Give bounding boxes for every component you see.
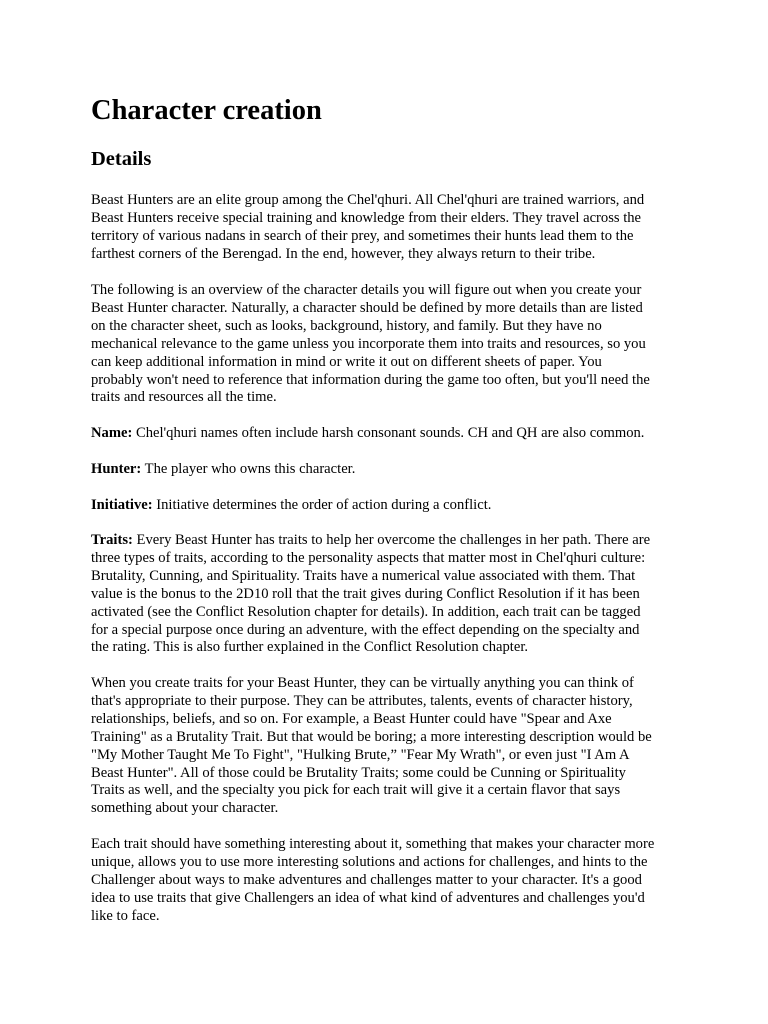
definition-text: Chel'qhuri names often include harsh consonant sounds. CH and QH are also common. xyxy=(132,425,645,441)
text-line: that's appropriate to their purpose. They can be attributes, talents, events of character history, xyxy=(91,692,633,709)
text-line: three types of traits, according to the personality aspects that matter most in Chel'qhuri culture: xyxy=(91,549,646,566)
text-line xyxy=(91,532,681,550)
paragraph-creating-traits xyxy=(91,675,681,818)
text-line: Training" as a Brutality Trait. But that would be boring; a more interesting description would be xyxy=(91,728,652,745)
text-line: value is the bonus to the 2D10 roll that the trait gives during Conflict Resolution if it has been xyxy=(91,585,640,602)
text-line: idea to use traits that give Challengers an idea of what kind of adventures and challenges you'd xyxy=(91,889,645,906)
text-line: unique, allows you to use more interesting solutions and actions for challenges, and hints to the xyxy=(91,853,648,870)
text-line: When you create traits for your Beast Hunter, they can be virtually anything you can think of xyxy=(91,675,634,691)
text-line: Traits as well, and the specialty you pick for each trait will give it a certain flavor that says xyxy=(91,782,621,799)
text-line xyxy=(91,425,681,443)
text-line xyxy=(91,461,681,479)
text-line: activated (see the Conflict Resolution chapter for details). In addition, each trait can be tagged xyxy=(91,603,641,620)
text-line: Each trait should have something interesting about it, something that makes your character more xyxy=(91,836,655,852)
text-line: The following is an overview of the character details you will figure out when you create your xyxy=(91,282,642,298)
text-line: relationships, beliefs, and so on. For example, a Beast Hunter could have "Spear and Axe xyxy=(91,710,612,727)
text-line: Challenger about ways to make adventures and challenges matter to your character. It's a good xyxy=(91,871,642,888)
text-line: Beast Hunter". All of those could be Brutality Traits; some could be Cunning or Spirituality xyxy=(91,764,626,781)
text-line: something about your character. xyxy=(91,800,279,817)
text-line: traits and resources all the time. xyxy=(91,389,277,406)
text-line: farthest corners of the Berengad. In the end, however, they always return to their tribe. xyxy=(91,245,596,262)
text-line: Beast Hunters receive special training and knowledge from their elders. They travel across the xyxy=(91,209,642,226)
text-line: Beast Hunter character. Naturally, a character should be defined by more details than are listed xyxy=(91,299,643,316)
term-traits: Traits: xyxy=(91,532,133,548)
text-line: "My Mother Taught Me To Fight", "Hulking Brute,” "Fear My Wrath", or even just "I Am A xyxy=(91,746,630,763)
definition-initiative xyxy=(91,497,681,515)
definition-text: Every Beast Hunter has traits to help her overcome the challenges in her path. There are xyxy=(132,532,651,548)
definition-traits xyxy=(91,532,681,657)
text-line: Brutality, Cunning, and Spirituality. Traits have a numerical value associated with them. That xyxy=(91,567,636,584)
term-name: Name: xyxy=(91,425,133,441)
definition-hunter xyxy=(91,461,681,479)
text-line: territory of various nadans in search of their prey, and sometimes their hunts lead them to the xyxy=(91,227,634,244)
text-line xyxy=(91,497,681,515)
definition-text: Initiative determines the order of action during a conflict. xyxy=(152,497,492,513)
page-title: Character creation xyxy=(91,95,322,126)
paragraph-intro xyxy=(91,192,681,264)
text-line: mechanical relevance to the game unless you incorporate them into traits and resources, so you xyxy=(91,335,646,352)
text-line: for a special purpose once during an adventure, with the effect depending on the specialty and xyxy=(91,621,640,638)
paragraph-interesting-traits xyxy=(91,836,681,926)
text-line: on the character sheet, such as looks, background, history, and family. But they have no xyxy=(91,317,602,334)
definition-text: The player who owns this character. xyxy=(141,461,356,477)
term-hunter: Hunter: xyxy=(91,461,142,477)
text-line: Beast Hunters are an elite group among the Chel'qhuri. All Chel'qhuri are trained warriors, and xyxy=(91,192,645,208)
section-heading-details: Details xyxy=(91,148,152,170)
definition-name xyxy=(91,425,681,443)
text-line: probably won't need to reference that information during the game too often, but you'll need the xyxy=(91,371,650,388)
term-initiative: Initiative: xyxy=(91,497,153,513)
text-line: the rating. This is also further explained in the Conflict Resolution chapter. xyxy=(91,639,529,656)
text-line: like to face. xyxy=(91,907,160,924)
text-line: can keep additional information in mind or write it out on different sheets of paper. You xyxy=(91,353,602,370)
paragraph-overview xyxy=(91,282,681,407)
